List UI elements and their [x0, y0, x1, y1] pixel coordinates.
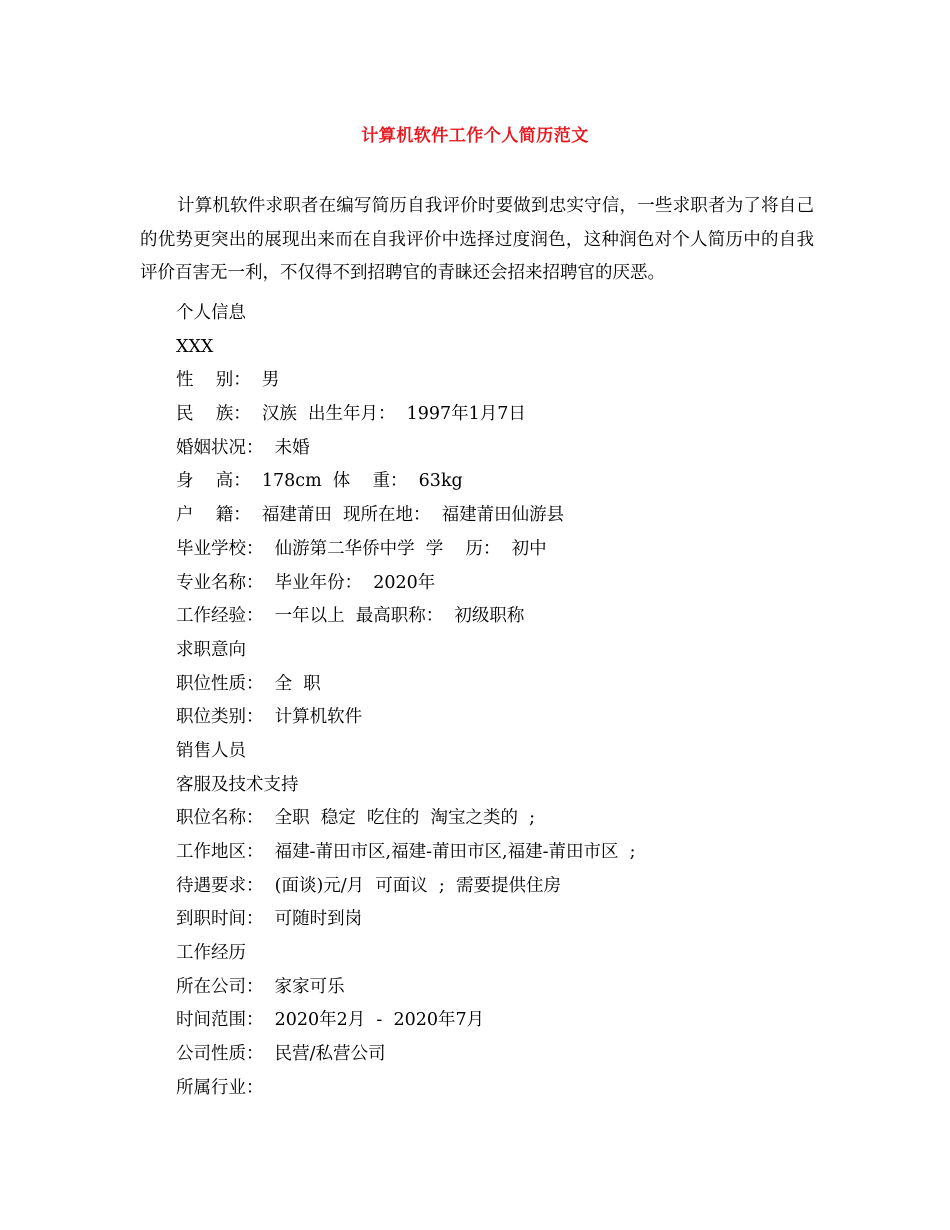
- resume-line-height-weight: 身 高： 178cm 体 重： 63kg: [176, 471, 463, 492]
- resume-lines: [176, 297, 816, 1106]
- section-heading-job-intention: 求职意向: [176, 639, 246, 660]
- resume-line-start-time: 到职时间： 可随时到岗: [176, 909, 363, 930]
- resume-line-experience-title: 工作经验： 一年以上 最高职称： 初级职称: [176, 606, 525, 627]
- resume-line-domicile-location: 户 籍： 福建莆田 现所在地： 福建莆田仙游县: [176, 505, 565, 526]
- section-heading-work-history: 工作经历: [176, 943, 246, 964]
- resume-line-job-category: 职位类别： 计算机软件: [176, 707, 363, 728]
- resume-line-job-nature: 职位性质： 全 职: [176, 673, 321, 694]
- resume-line-salary: 待遇要求： (面谈)元/月 可面议 ; 需要提供住房: [176, 875, 561, 896]
- resume-line-sales: 销售人员: [176, 740, 246, 761]
- resume-line-ethnicity-birth: 民 族： 汉族 出生年月： 1997年1月7日: [176, 404, 526, 425]
- resume-line-job-title: 职位名称： 全职 稳定 吃住的 淘宝之类的 ;: [176, 808, 536, 829]
- resume-line-name: XXX: [176, 336, 214, 357]
- document-title: 计算机软件工作个人简历范文: [361, 126, 589, 146]
- resume-line-school-education: 毕业学校： 仙游第二华侨中学 学 历： 初中: [176, 538, 547, 559]
- resume-line-support: 客服及技术支持: [176, 774, 299, 795]
- resume-line-industry: 所属行业：: [176, 1077, 264, 1098]
- intro-paragraph: 计算机软件求职者在编写简历自我评价时要做到忠实守信，一些求职者为了将自己的优势更突出的展现出来而在自我评价中选择过度润色，这种润色对个人简历中的自我评价百害无一利，不仅得不到招聘官的青睐还会招来招聘官的厌恶。: [140, 196, 814, 283]
- resume-line-company-type: 公司性质： 民营/私营公司: [176, 1044, 386, 1065]
- resume-line-major-graduation: 专业名称： 毕业年份： 2020年: [176, 572, 436, 593]
- resume-line-work-region: 工作地区： 福建-莆田市区,福建-莆田市区,福建-莆田市区 ;: [176, 842, 636, 862]
- section-heading-personal-info: 个人信息: [176, 303, 246, 323]
- resume-line-gender: 性 别： 男: [176, 370, 280, 391]
- resume-line-company: 所在公司： 家家可乐: [176, 976, 345, 997]
- resume-line-time-range: 时间范围： 2020年2月 - 2020年7月: [176, 1010, 485, 1031]
- resume-line-marital-status: 婚姻状况： 未婚: [176, 437, 310, 458]
